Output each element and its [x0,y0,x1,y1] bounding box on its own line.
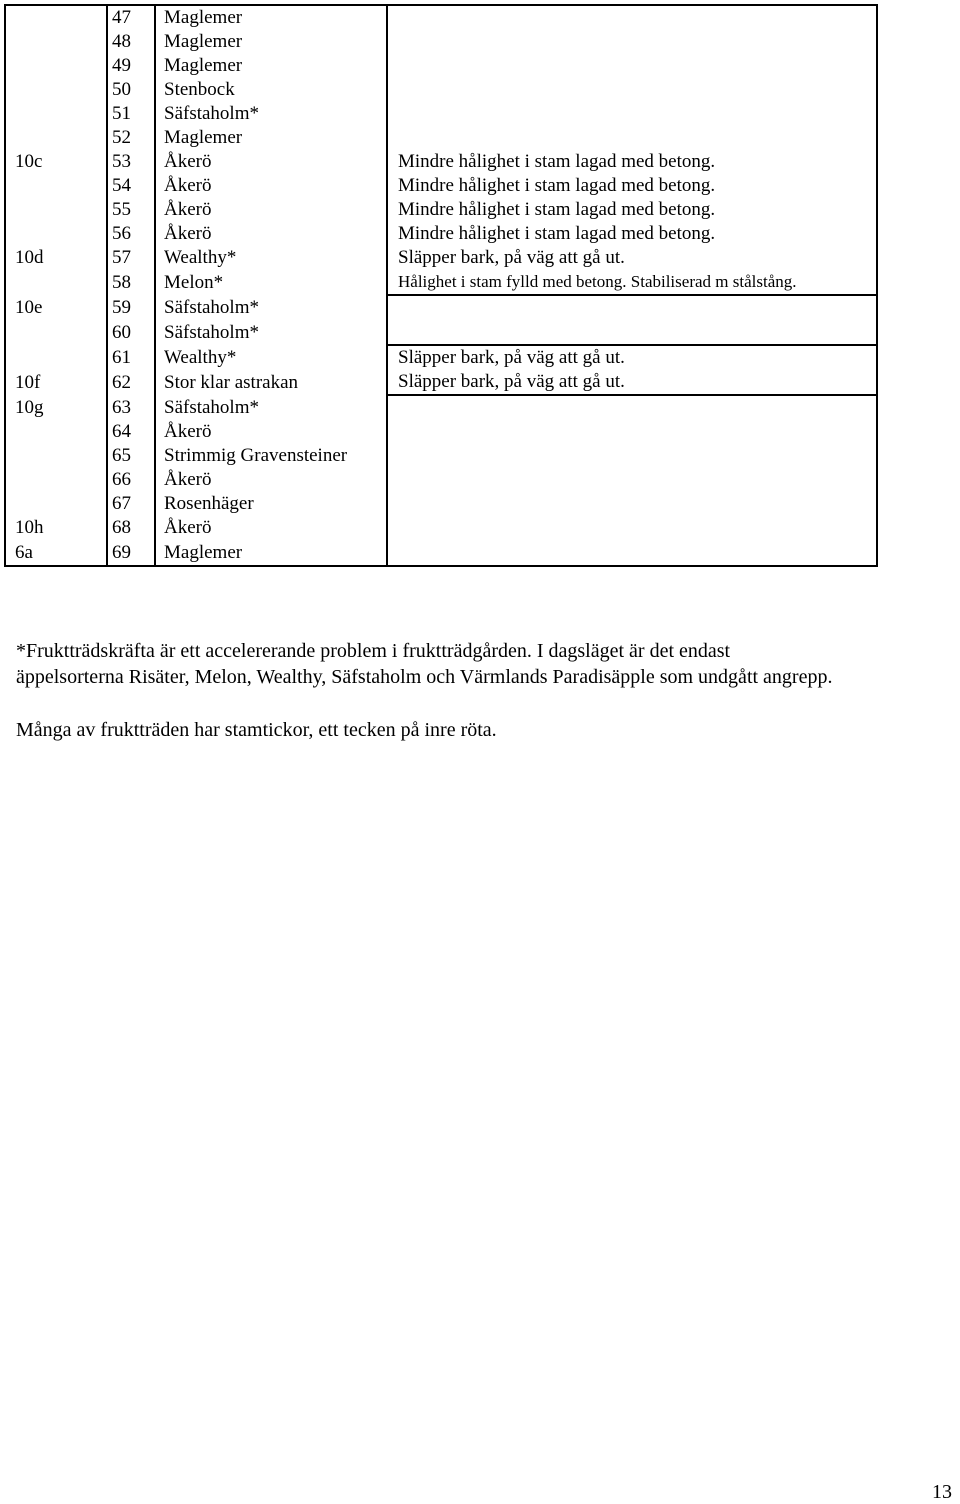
variety-cell: Wealthy* [155,345,387,370]
tree-number-cell: 54 [107,174,155,198]
tree-number-cell: 67 [107,492,155,516]
note-cell [387,295,877,320]
note-cell [387,444,877,468]
note-cell [387,516,877,540]
table-row [5,102,877,126]
table-row [5,246,877,270]
section-cell [5,78,107,102]
variety-cell: Stor klar astrakan [155,370,387,395]
table-row [5,540,877,566]
note-cell [387,5,877,30]
variety-cell: Maglemer [155,540,387,566]
variety-cell: Åkerö [155,420,387,444]
table-row [5,126,877,150]
table-row [5,30,877,54]
tree-number-cell: 64 [107,420,155,444]
section-cell [5,270,107,295]
note-cell: Släpper bark, på väg att gå ut. [387,345,877,370]
tree-number-cell: 47 [107,5,155,30]
note-cell [387,78,877,102]
section-cell [5,174,107,198]
table-row [5,395,877,420]
section-cell [5,492,107,516]
tree-number-cell: 55 [107,198,155,222]
footnote [16,638,832,690]
note-cell [387,54,877,78]
note-cell [387,540,877,566]
table-row [5,5,877,30]
note-cell [387,468,877,492]
tree-table [4,4,878,567]
tree-number-cell: 53 [107,150,155,174]
section-cell [5,468,107,492]
tree-number-cell: 60 [107,320,155,345]
section-cell [5,345,107,370]
variety-cell: Åkerö [155,222,387,246]
section-cell: 10f [5,370,107,395]
section-cell: 10g [5,395,107,420]
note-cell: Släpper bark, på väg att gå ut. [387,246,877,270]
section-cell [5,222,107,246]
section-cell [5,198,107,222]
table-row [5,492,877,516]
note-cell [387,320,877,345]
variety-cell: Åkerö [155,150,387,174]
variety-cell: Maglemer [155,5,387,30]
tree-number-cell: 52 [107,126,155,150]
table-row [5,174,877,198]
section-cell [5,5,107,30]
tree-number-cell: 51 [107,102,155,126]
section-cell: 10e [5,295,107,320]
section-cell [5,54,107,78]
section-cell: 10c [5,150,107,174]
footnote-line: äppelsorterna Risäter, Melon, Wealthy, Säfstaholm och Värmlands Paradisäpple som undgått angrepp. [16,666,833,688]
variety-cell: Maglemer [155,54,387,78]
footnote-line: *Fruktträdskräfta är ett accelererande problem i fruktträdgården. I dagsläget är det endast [16,640,731,662]
note-cell [387,30,877,54]
variety-cell: Maglemer [155,30,387,54]
variety-cell: Rosenhäger [155,492,387,516]
variety-cell: Wealthy* [155,246,387,270]
table-row [5,516,877,540]
tree-number-cell: 63 [107,395,155,420]
note-cell: Släpper bark, på väg att gå ut. [387,370,877,395]
tree-number-cell: 58 [107,270,155,295]
tree-number-cell: 69 [107,540,155,566]
variety-cell: Melon* [155,270,387,295]
tree-number-cell: 48 [107,30,155,54]
table-row [5,345,877,370]
variety-cell: Strimmig Gravensteiner [155,444,387,468]
tree-number-cell: 65 [107,444,155,468]
tree-number-cell: 56 [107,222,155,246]
note-cell: Mindre hålighet i stam lagad med betong. [387,222,877,246]
section-cell [5,102,107,126]
tree-number-cell: 50 [107,78,155,102]
table-row [5,468,877,492]
section-cell [5,420,107,444]
section-cell [5,30,107,54]
variety-cell: Maglemer [155,126,387,150]
table-row [5,420,877,444]
note-cell: Mindre hålighet i stam lagad med betong. [387,174,877,198]
note-cell: Hålighet i stam fylld med betong. Stabiliserad m stålstång. [387,270,877,295]
variety-cell: Stenbock [155,78,387,102]
table-row [5,370,877,395]
section-cell: 10h [5,516,107,540]
table-row [5,295,877,320]
table-row [5,270,877,295]
tree-number-cell: 62 [107,370,155,395]
table-row [5,444,877,468]
tree-number-cell: 61 [107,345,155,370]
note-cell [387,395,877,420]
variety-cell: Säfstaholm* [155,395,387,420]
table-row [5,78,877,102]
stamtickor-note: Många av fruktträden har stamtickor, ett tecken på inre röta. [16,719,497,741]
variety-cell: Säfstaholm* [155,102,387,126]
variety-cell: Åkerö [155,468,387,492]
variety-cell: Säfstaholm* [155,295,387,320]
table-row [5,320,877,345]
note-cell [387,102,877,126]
tree-number-cell: 57 [107,246,155,270]
section-cell [5,126,107,150]
section-cell [5,320,107,345]
tree-number-cell: 68 [107,516,155,540]
page-number: 13 [932,1481,952,1503]
table-row [5,198,877,222]
tree-number-cell: 66 [107,468,155,492]
note-cell [387,420,877,444]
variety-cell: Åkerö [155,174,387,198]
section-cell [5,444,107,468]
tree-number-cell: 49 [107,54,155,78]
section-cell: 10d [5,246,107,270]
note-cell [387,126,877,150]
note-cell: Mindre hålighet i stam lagad med betong. [387,198,877,222]
section-cell: 6a [5,540,107,566]
variety-cell: Åkerö [155,516,387,540]
note-cell: Mindre hålighet i stam lagad med betong. [387,150,877,174]
table-row [5,222,877,246]
note-cell [387,492,877,516]
table-row [5,54,877,78]
variety-cell: Säfstaholm* [155,320,387,345]
variety-cell: Åkerö [155,198,387,222]
tree-number-cell: 59 [107,295,155,320]
table-row [5,150,877,174]
